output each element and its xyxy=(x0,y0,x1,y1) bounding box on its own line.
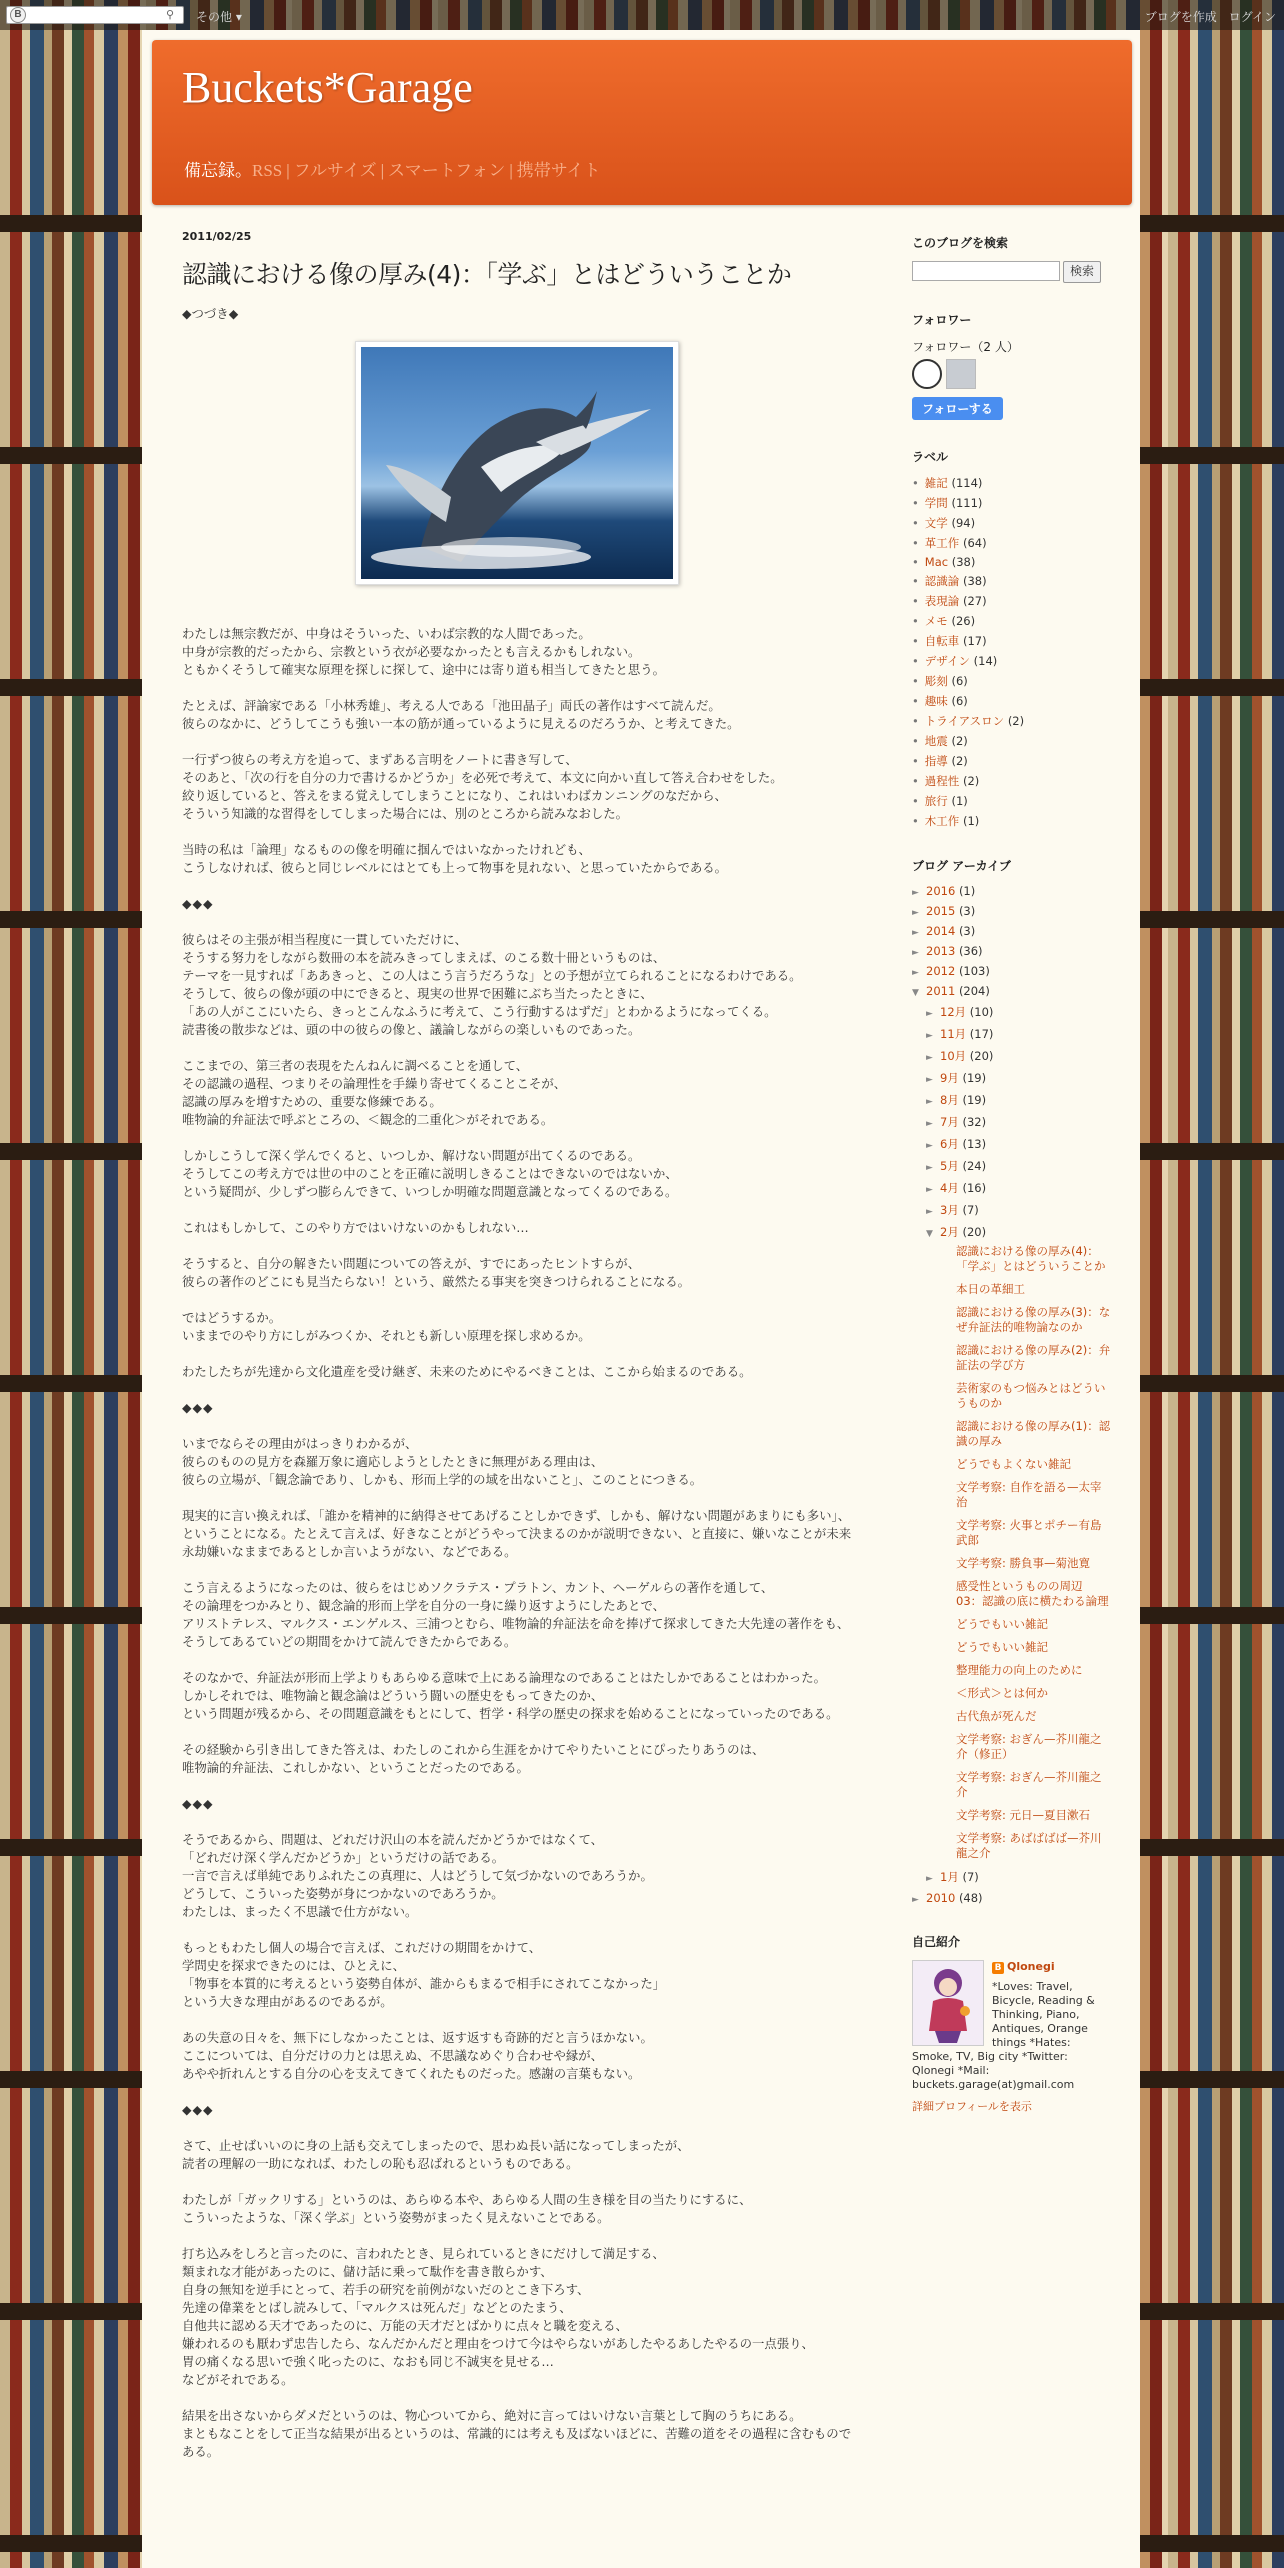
archive-year-link[interactable]: 2012 xyxy=(926,964,956,978)
label-link[interactable]: 自転車 xyxy=(924,634,960,648)
label-item xyxy=(912,673,1112,689)
archive-year-link[interactable]: 2011 xyxy=(926,984,956,998)
archive-month xyxy=(926,1202,1112,1218)
label-count: (1) xyxy=(951,794,968,808)
post-title[interactable]: 認識における像の厚み(4)：「学ぶ」とはどういうことか xyxy=(182,260,792,289)
archive-month-link[interactable]: 10月 xyxy=(940,1049,967,1063)
archive-post-link[interactable]: 認識における像の厚み(1)：認識の厚み xyxy=(956,1419,1111,1448)
archive-month xyxy=(926,1869,1112,1885)
follow-button[interactable]: フォローする xyxy=(912,397,1003,420)
main-column xyxy=(182,230,852,2479)
label-item xyxy=(912,535,1112,551)
expand-arrow-icon[interactable]: ► xyxy=(912,1895,919,1905)
blog-description: 備忘録。RSS | フルサイズ | スマートフォン | 携帯サイト xyxy=(184,161,601,180)
label-item xyxy=(912,495,1112,511)
blog-search-input[interactable] xyxy=(912,261,1060,281)
post-paragraph: もっともわたし個人の場合で言えば、これだけの期間をかけて、 学問史を探求できたのには、ひとえに、 「物事を本質的に考えるという姿勢自体が、誰からもまるで相手にされてこなかった」 という大きな理由があるのであるが。 xyxy=(182,1940,666,2009)
fullsize-link[interactable]: フルサイズ xyxy=(293,161,377,180)
profile-name-link[interactable]: Qlonegi xyxy=(1007,1960,1055,1973)
archive-post-link[interactable]: 文学考察: 火事とポチー有島武郎 xyxy=(956,1518,1102,1547)
expand-arrow-icon[interactable]: ► xyxy=(926,1185,933,1195)
archive-year xyxy=(912,904,1112,918)
followers-widget xyxy=(912,311,1112,420)
whale-photo xyxy=(361,347,673,579)
expand-arrow-icon[interactable]: ► xyxy=(926,1031,933,1041)
expand-arrow-icon[interactable]: ► xyxy=(926,1163,933,1173)
label-item xyxy=(912,713,1112,729)
view-profile-link[interactable]: 詳細プロフィールを表示 xyxy=(912,2100,1032,2113)
post-paragraph: わたしが「ガックリする」というのは、あらゆる本や、あらゆる人間の生き様を目の当たりにするに、 こういったような、「深く学ぶ」という姿勢がまったく見えないことである。 xyxy=(182,2192,752,2225)
profile-title: 自己紹介 xyxy=(912,1935,961,1949)
label-count: (111) xyxy=(951,496,983,510)
archive-post-link[interactable]: 文学考察: 自作を語る—太宰治 xyxy=(956,1480,1102,1509)
archive-count: (24) xyxy=(962,1159,987,1173)
archive-post-link[interactable]: 認識における像の厚み(2)：弁証法の学び方 xyxy=(956,1343,1111,1372)
post-paragraph: 一行ずつ彼らの考え方を追って、まずある言明をノートに書き写して、 そのあと、「次の行を自分の力で書けるかどうか」を必死で考えて、本文に向かい直して答え合わせをした。 絞り返していると、答えをまる覚えしてしまうことになり、これはいわばカンニングのなだから、 そういう知識的な習得をしてしまった場合には、別のところから読みなおした。 xyxy=(182,752,783,821)
archive-month-link[interactable]: 2月 xyxy=(940,1225,959,1239)
label-item xyxy=(912,515,1112,531)
label-count: (2) xyxy=(962,774,980,788)
post-paragraph: これはもしかして、このやり方ではいけないのかもしれない… xyxy=(182,1220,529,1235)
archive-month-link[interactable]: 1月 xyxy=(940,1870,959,1884)
archive-year xyxy=(912,964,1112,978)
label-item xyxy=(912,793,1112,809)
post-body xyxy=(182,305,852,2461)
post-paragraph: ではどうするか。 いままでのやり方にしがみつくか、それとも新しい原理を探し求めるか。 xyxy=(182,1310,591,1343)
label-count: (38) xyxy=(951,555,976,569)
expand-arrow-icon[interactable]: ► xyxy=(912,948,919,958)
archive-count: (204) xyxy=(958,984,990,998)
archive-month xyxy=(926,1136,1112,1152)
label-item xyxy=(912,613,1112,629)
archive-post-link[interactable]: 文学考察: あばばばば—芥川龍之介 xyxy=(956,1831,1102,1860)
label-link[interactable]: 過程性 xyxy=(924,774,960,788)
labels-title: ラベル xyxy=(912,450,949,464)
post-paragraph: あの失意の日々を、無下にしなかったことは、返す返すも奇跡的だと言うほかない。 ここについては、自分だけの力とは思えぬ、不思議なめぐり合わせや縁が、 あやや折れんとする自分の心を支えてきてくれたものだった。感謝の言葉もない。 xyxy=(182,2030,653,2081)
profile-widget xyxy=(912,1933,1112,2114)
label-count: (27) xyxy=(962,594,987,608)
label-count: (64) xyxy=(962,536,987,550)
archive-count: (17) xyxy=(969,1027,994,1041)
archive-month-link[interactable]: 4月 xyxy=(940,1181,959,1195)
post-paragraph: その経験から引き出してきた答えは、わたしのこれから生涯をかけてやりたいことにぴったりあうのは、 唯物論的弁証法、これしかない、ということだったのである。 xyxy=(182,1742,765,1775)
archive-year-expanded xyxy=(912,984,1112,1885)
archive-month-link[interactable]: 5月 xyxy=(940,1159,959,1173)
label-item xyxy=(912,593,1112,609)
label-link[interactable]: デザイン xyxy=(924,654,970,668)
post-date: 2011/02/25 xyxy=(182,230,252,243)
label-link[interactable]: 指導 xyxy=(924,754,948,768)
expand-arrow-icon[interactable]: ► xyxy=(912,908,919,918)
archive-count: (32) xyxy=(962,1115,987,1129)
follower-avatar[interactable] xyxy=(912,359,942,389)
label-item xyxy=(912,773,1112,789)
archive-month xyxy=(926,1092,1112,1108)
expand-arrow-icon[interactable]: ► xyxy=(912,888,919,898)
archive-count: (10) xyxy=(969,1005,994,1019)
label-item xyxy=(912,693,1112,709)
label-count: (26) xyxy=(951,614,976,628)
archive-title: ブログ アーカイブ xyxy=(912,859,1011,873)
expand-arrow-icon[interactable]: ► xyxy=(926,1053,933,1063)
label-item xyxy=(912,555,1112,569)
archive-month-expanded xyxy=(926,1224,1112,1861)
follower-avatar[interactable] xyxy=(946,359,976,389)
expand-arrow-icon[interactable]: ► xyxy=(926,1141,933,1151)
collapse-arrow-icon[interactable]: ▼ xyxy=(912,988,919,998)
expand-arrow-icon[interactable]: ► xyxy=(926,1119,933,1129)
labels-widget xyxy=(912,448,1112,829)
label-link[interactable]: 彫刻 xyxy=(924,674,948,688)
archive-count: (1) xyxy=(958,884,976,898)
archive-count: (48) xyxy=(958,1891,983,1905)
section-separator: ◆◆◆ xyxy=(182,1400,214,1415)
archive-count: (3) xyxy=(958,904,976,918)
profile-avatar[interactable] xyxy=(912,1960,984,2046)
archive-count: (20) xyxy=(969,1049,994,1063)
mobile-site-link[interactable]: 携帯サイト xyxy=(516,161,601,180)
archive-year xyxy=(912,1891,1112,1905)
archive-year xyxy=(912,924,1112,938)
blog-tagline: 備忘録。 xyxy=(184,161,252,180)
archive-list xyxy=(912,884,1112,1905)
archive-post-link[interactable]: 古代魚が死んだ xyxy=(956,1709,1037,1723)
archive-count: (20) xyxy=(962,1225,987,1239)
label-link[interactable]: 認識論 xyxy=(924,574,960,588)
archive-post-list xyxy=(956,1244,1112,1861)
archive-month-link[interactable]: 12月 xyxy=(940,1005,967,1019)
expand-arrow-icon[interactable]: ► xyxy=(926,1009,933,1019)
label-link[interactable]: 趣味 xyxy=(924,694,948,708)
followers-count: フォロワー（2 人） xyxy=(912,340,1019,354)
blogger-icon: B xyxy=(992,1962,1004,1974)
archive-count: (3) xyxy=(958,924,976,938)
archive-month-link[interactable]: 7月 xyxy=(940,1115,959,1129)
label-item xyxy=(912,573,1112,589)
rss-link[interactable]: RSS xyxy=(252,161,283,180)
sidebar xyxy=(912,234,1112,2142)
archive-count: (13) xyxy=(962,1137,987,1151)
archive-month-link[interactable]: 3月 xyxy=(940,1203,959,1217)
archive-post-link[interactable]: ＜形式＞とは何か xyxy=(956,1686,1048,1700)
label-link[interactable]: 革工作 xyxy=(924,536,960,550)
archive-count: (7) xyxy=(962,1870,979,1884)
search-widget xyxy=(912,234,1112,283)
label-count: (14) xyxy=(973,654,998,668)
search-button[interactable]: 検索 xyxy=(1063,261,1101,283)
search-widget-title: このブログを検索 xyxy=(912,236,1009,250)
archive-count: (16) xyxy=(962,1181,987,1195)
label-count: (114) xyxy=(951,476,983,490)
followers-title: フォロワー xyxy=(912,313,972,327)
archive-month-link[interactable]: 11月 xyxy=(940,1027,967,1041)
label-link[interactable]: 木工作 xyxy=(924,814,960,828)
archive-month xyxy=(926,1026,1112,1042)
archive-month xyxy=(926,1070,1112,1086)
label-item xyxy=(912,475,1112,491)
login-link[interactable]: ログイン xyxy=(1228,10,1276,24)
archive-month xyxy=(926,1004,1112,1020)
post-paragraph: 彼らはその主張が相当程度に一貫していただけに、 そうする努力をしながら数冊の本を読みきってしまえば、のこる数十冊というものは、 テーマを一見すれば「ああきっと、この人はこう言うだろうな」との予想が立てられることになるわけである。 そうして、彼らの像が頭の中にできると、現実の世界で困難にぶち当たったときに、 「あの人がここにいたら、きっとこんなふうに考えて、こう行動するはずだ」とわかるようになってくる。 読書後の散歩などは、頭の中の彼らの像と、議論しながらの楽しいものであった。 xyxy=(182,932,802,1037)
label-link[interactable]: Mac xyxy=(924,555,949,569)
archive-year xyxy=(912,884,1112,898)
label-link[interactable]: 表現論 xyxy=(924,594,960,608)
archive-post-link[interactable]: 文学考察: 勝負事—菊池寛 xyxy=(956,1556,1091,1570)
archive-month xyxy=(926,1158,1112,1174)
label-count: (1) xyxy=(962,814,980,828)
blogger-logo-icon[interactable]: B xyxy=(10,7,26,23)
archive-post-link[interactable]: 芸術家のもつ悩みとはどういうものか xyxy=(956,1381,1106,1410)
label-link[interactable]: 文学 xyxy=(924,516,948,530)
archive-post-link[interactable]: 本日の革細工 xyxy=(956,1282,1025,1296)
archive-post-link[interactable]: 文学考察: 元日—夏目漱石 xyxy=(956,1808,1091,1822)
section-separator: ◆◆◆ xyxy=(182,2102,214,2117)
label-count: (6) xyxy=(951,694,968,708)
archive-month-link[interactable]: 9月 xyxy=(940,1071,959,1085)
archive-month xyxy=(926,1180,1112,1196)
archive-count: (7) xyxy=(962,1203,979,1217)
label-count: (38) xyxy=(962,574,987,588)
blog-title[interactable]: Buckets*Garage xyxy=(182,63,473,112)
archive-post-link[interactable]: 整理能力の向上のために xyxy=(956,1663,1083,1677)
label-item xyxy=(912,653,1112,669)
archive-month-link[interactable]: 8月 xyxy=(940,1093,959,1107)
archive-year-link[interactable]: 2010 xyxy=(926,1891,956,1905)
expand-arrow-icon[interactable]: ► xyxy=(926,1207,933,1217)
search-icon[interactable]: ⚲ xyxy=(166,8,175,21)
label-link[interactable]: メモ xyxy=(924,614,948,628)
archive-count: (19) xyxy=(962,1071,987,1085)
archive-widget xyxy=(912,857,1112,1905)
label-item xyxy=(912,733,1112,749)
labels-list xyxy=(912,475,1112,829)
label-link[interactable]: 旅行 xyxy=(924,794,948,808)
expand-arrow-icon[interactable]: ► xyxy=(912,968,919,978)
label-item xyxy=(912,813,1112,829)
expand-arrow-icon[interactable]: ► xyxy=(926,1097,933,1107)
blog-header xyxy=(152,40,1132,205)
post-paragraph: こう言えるようになったのは、彼らをはじめソクラテス・プラトン、カント、ヘーゲルらの著作を通して、 その論理をつかみとり、観念論的形而上学を自分の一身に繰り返すようにしたあとで、 アリストテレス、マルクス・エンゲルス、三浦つとむら、唯物論的弁証法を命を捧げて探求してきた大先達の著作をも、 そうしてあるていどの期間をかけて読んできたからである。 xyxy=(182,1580,850,1649)
archive-month xyxy=(926,1114,1112,1130)
label-count: (6) xyxy=(951,674,968,688)
post-paragraph: わたしは無宗教だが、中身はそういった、いわば宗教的な人間であった。 中身が宗教的だったから、宗教という衣が必要なかったとも言えるかもしれない。 ともかくそうして確実な原理を探しに探して、途中には寄り道も相当してきたと思う。 xyxy=(182,626,665,677)
humpback-whale-icon xyxy=(361,347,673,579)
collapse-arrow-icon[interactable]: ▼ xyxy=(926,1229,933,1239)
expand-arrow-icon[interactable]: ► xyxy=(912,928,919,938)
create-blog-link[interactable]: ブログを作成 xyxy=(1144,10,1217,24)
post-intro: ◆つづき◆ xyxy=(182,306,239,321)
label-item xyxy=(912,633,1112,649)
post-paragraph: しかしこうして深く学んでくると、いつしか、解けない問題が出てくるのである。 そうしてこの考え方では世の中のことを正確に説明しきることはできないのではないか、 という疑問が、少しずつ膨らんできて、いつしか明確な問題意識となってくるのである。 xyxy=(182,1148,678,1199)
whale-image[interactable] xyxy=(355,341,679,585)
label-link[interactable]: 雑記 xyxy=(924,476,948,490)
archive-post-link[interactable]: 文学考察: おぎん—芥川龍之介（修正） xyxy=(956,1732,1102,1761)
label-count: (94) xyxy=(951,516,976,530)
label-link[interactable]: 学問 xyxy=(924,496,948,510)
navbar-more-menu[interactable]: その他 ▾ xyxy=(196,10,242,24)
blogger-navbar xyxy=(0,0,1284,30)
post-paragraph: さて、止せばいいのに身の上話も交えてしまったので、思わぬ長い話になってしまったが、 読者の理解の一助になれば、わたしの恥も忍ばれるというものである。 xyxy=(182,2138,690,2171)
character-avatar-icon xyxy=(913,1961,983,2045)
archive-count: (19) xyxy=(962,1093,987,1107)
post-paragraph: そうすると、自分の解きたい問題についての答えが、すでにあったヒントすらが、 彼らの著作のどこにも見当たらない！という、厳然たる事実を突きつけられることになる。 xyxy=(182,1256,691,1289)
archive-post-link[interactable]: 認識における像の厚み(3)：なぜ弁証法的唯物論なのか xyxy=(956,1305,1111,1334)
label-count: (2) xyxy=(951,754,968,768)
archive-month xyxy=(926,1048,1112,1064)
post-paragraph: そのなかで、弁証法が形而上学よりもあらゆる意味で上にある論理なのであることはたしかであることはわかった。 しかしそれでは、唯物論と観念論はどういう闘いの歴史をもってきたのか、 という問題が残るから、その問題意識をもとにして、哲学・科学の歴史の探求を始めることになっていったのである。 xyxy=(182,1670,839,1721)
archive-year xyxy=(912,944,1112,958)
archive-post-link[interactable]: どうでもいい雑記 xyxy=(956,1617,1048,1631)
label-link[interactable]: 地震 xyxy=(924,734,948,748)
archive-year-link[interactable]: 2015 xyxy=(926,904,956,918)
archive-year-link[interactable]: 2014 xyxy=(926,924,956,938)
archive-post-link[interactable]: 文学考察: おぎん—芥川龍之介 xyxy=(956,1770,1102,1799)
expand-arrow-icon[interactable]: ► xyxy=(926,1874,933,1884)
archive-post-link[interactable]: どうでもいい雑記 xyxy=(956,1640,1048,1654)
label-item xyxy=(912,753,1112,769)
post-paragraph: わたしたちが先達から文化遺産を受け継ぎ、未来のためにやるべきことは、ここから始まるのである。 xyxy=(182,1364,752,1379)
post-paragraph: 現実的に言い換えれば、「誰かを精神的に納得させてあげることしかできず、しかも、解けない問題があまりにも多い」、ということになる。たとえて言えば、好きなことがどうやって決まるのかが説明できない、と直接に、嫌いなことが未来永劫嫌いなままであるとしか言いようがない、などである。 xyxy=(182,1508,852,1559)
smartphone-link[interactable]: スマートフォン xyxy=(388,161,506,180)
post-paragraph: ここまでの、第三者の表現をたんねんに調べることを通して、 その認識の過程、つまりその論理性を手繰り寄せてくることこそが、 認識の厚みを増すための、重要な修練である。 唯物論的弁証法で呼ぶところの、＜観念的二重化＞がそれである。 xyxy=(182,1058,567,1127)
label-link[interactable]: トライアスロン xyxy=(924,714,1005,728)
archive-post-link[interactable]: 認識における像の厚み(4)：「学ぶ」とはどういうことか xyxy=(956,1244,1106,1273)
archive-year-link[interactable]: 2013 xyxy=(926,944,956,958)
section-separator: ◆◆◆ xyxy=(182,896,214,911)
label-count: (2) xyxy=(1007,714,1025,728)
post-paragraph: 打ち込みをしろと言ったのに、言われたとき、見られているときにだけして満足する、 類まれな才能があったのに、儲け話に乗って駄作を書き散らかす、 自身の無知を逆手にとって、若手の研究を前例がないだのとこき下ろす、 先達の偉業をとばし読みして、「マルクスは死んだ」などとのたまう、 自他共に認める天才であったのに、万能の天才だとばかりに点々と職を変える、 嫌われるのも厭わず忠告したら、なんだかんだと理由をつけて今はやらないがあしたやるあしたやるの一点張り、 胃の痛くなる思いで強く叱ったのに、なおも同じ不誠実を見せる… などがそれである。 xyxy=(182,2246,814,2387)
profile-description: *Loves: Travel, Bicycle, Reading & Thinking, Piano, Antiques, Orange things *Hates: Smoke, TV, Big city *Twitter: Qlonegi *Mail: buckets.garage(at)gmail.com xyxy=(912,1980,1095,2091)
label-count: (17) xyxy=(962,634,987,648)
archive-month-link[interactable]: 6月 xyxy=(940,1137,959,1151)
navbar-search-input[interactable] xyxy=(6,6,184,24)
archive-post-link[interactable]: どうでもよくない雑記 xyxy=(956,1457,1071,1471)
archive-year-link[interactable]: 2016 xyxy=(926,884,956,898)
post-paragraph: そうであるから、問題は、どれだけ沢山の本を読んだかどうかではなくて、 「どれだけ深く学んだかどうか」というだけの話である。 一言で言えば単純でありふれたこの真理に、人はどうして気づかないのであろうか。 どうして、こういった姿勢が身につかないのであろうか。 わたしは、まったく不思議で仕方がない。 xyxy=(182,1832,653,1919)
label-count: (2) xyxy=(951,734,968,748)
archive-count: (36) xyxy=(958,944,983,958)
post-paragraph: 当時の私は「論理」なるものの像を明確に掴んではいなかったけれども、 こうしなければ、彼らと同じレベルにはとても上って物事を見れない、と思っていたからである。 xyxy=(182,842,728,875)
section-separator: ◆◆◆ xyxy=(182,1796,214,1811)
expand-arrow-icon[interactable]: ► xyxy=(926,1075,933,1085)
post-paragraph: いまでならその理由がはっきりわかるが、 彼らのものの見方を森羅万象に適応しようとしたときに無理がある理由は、 彼らの立場が、「観念論であり、しかも、形而上学的の域を出ないこと」、このことにつきる。 xyxy=(182,1436,703,1487)
archive-count: (103) xyxy=(958,964,990,978)
archive-post-link[interactable]: 感受性というものの周辺 03：認識の底に横たわる論理 xyxy=(956,1579,1109,1608)
post-paragraph: 結果を出さないからダメだというのは、物心ついてから、絶対に言ってはいけない言葉として胸のうちにある。 まともなことをして正当な結果が出るというのは、常識的には考えも及ばないほどに、苦難の道をその過程に含むものである。 xyxy=(182,2408,852,2459)
post-paragraph: たとえば、評論家である「小林秀雄」、考える人である「池田晶子」両氏の著作はすべて読んだ。 彼らのなかに、どうしてこうも強い一本の筋が通っているように見えるのだろうか、と考えてきた。 xyxy=(182,698,740,731)
